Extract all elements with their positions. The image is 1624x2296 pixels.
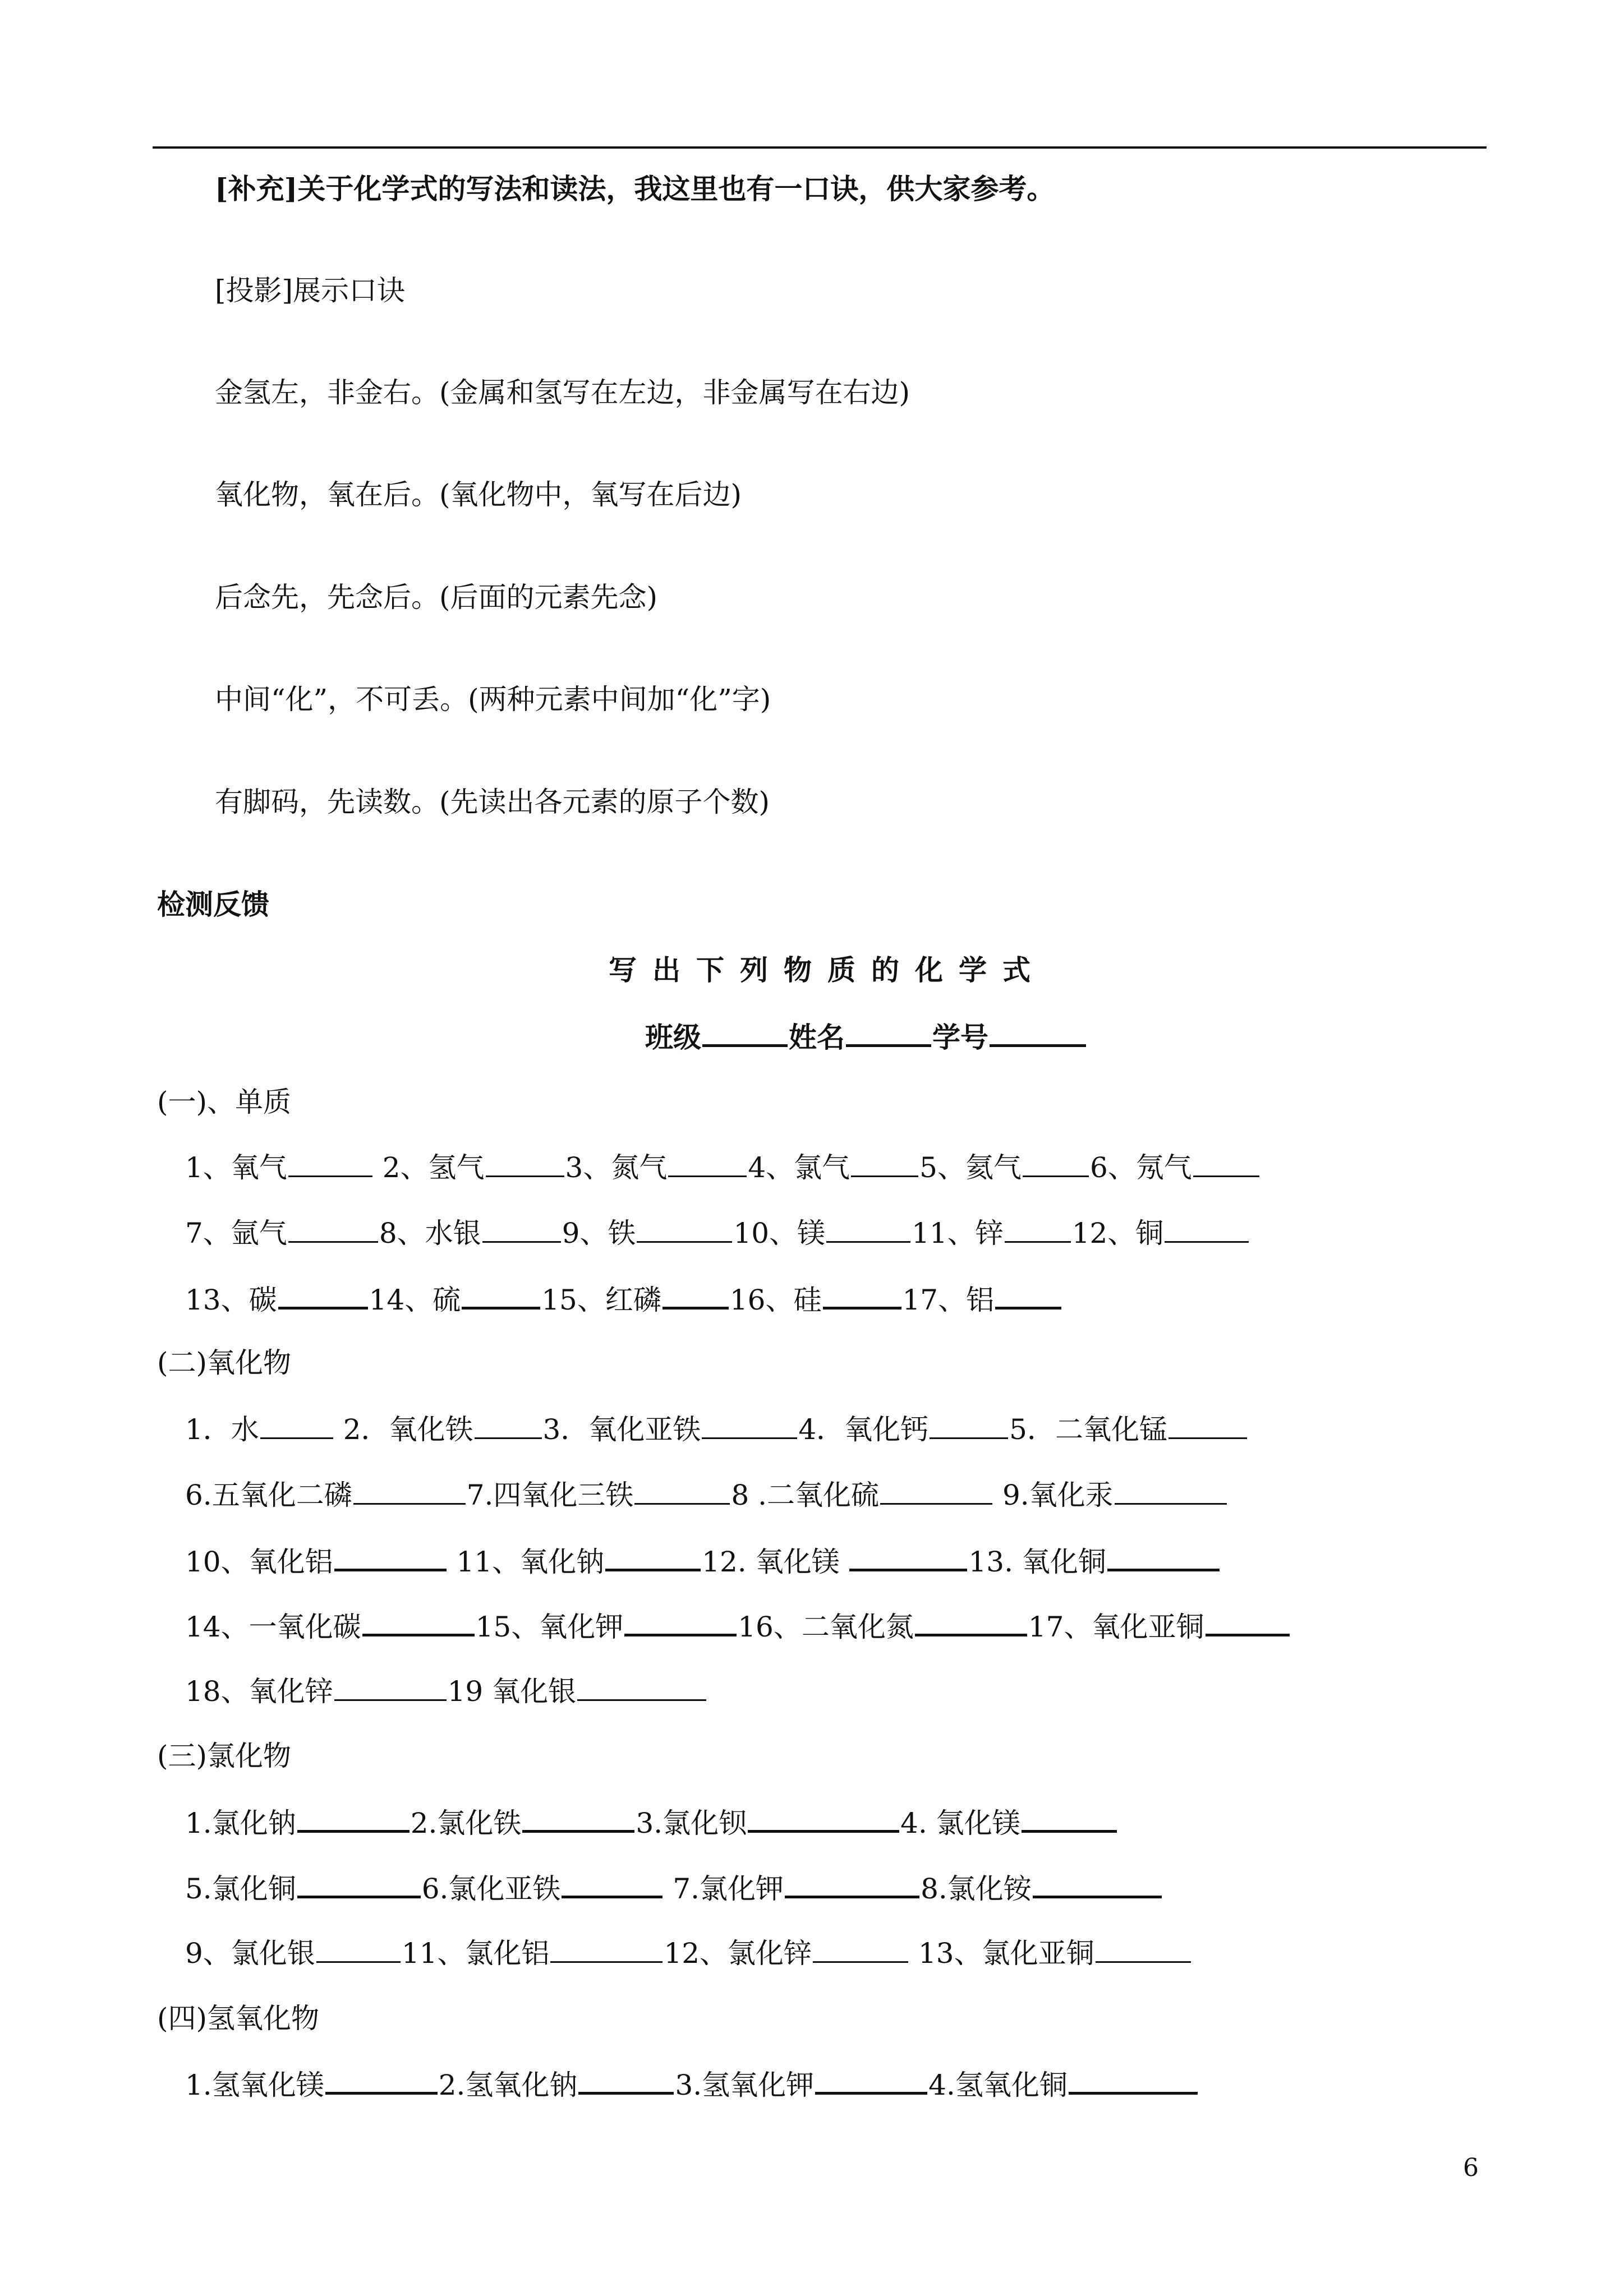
answer-blank[interactable] [475, 1415, 542, 1439]
answer-blank[interactable] [1023, 1153, 1089, 1177]
answer-blank[interactable] [702, 1415, 797, 1439]
answer-blank[interactable] [880, 1481, 992, 1505]
projection-paragraph [215, 276, 405, 305]
chlorides-row-2: 5.氯化铜 6.氯化亚铁 7.氯化钾 8.氯化铵 [185, 1873, 1163, 1903]
mnemonic-line-3: 后念先，先念后。(后面的元素先念) [215, 581, 658, 614]
answer-blank[interactable] [826, 1219, 910, 1243]
answer-blank[interactable] [1005, 1219, 1071, 1243]
answer-blank[interactable] [486, 1153, 564, 1177]
answer-blank[interactable] [297, 1873, 421, 1898]
answer-blank[interactable] [663, 1284, 729, 1310]
answer-blank[interactable] [1165, 1219, 1249, 1243]
answer-blank[interactable] [288, 1219, 378, 1243]
answer-blank[interactable] [278, 1284, 368, 1310]
group-chlorides-heading: (三)氯化物 [157, 1740, 292, 1772]
elements-row-2: 7、氩气 8、水银 9、铁 10、镁 11、锌 12、铜 [185, 1219, 1250, 1247]
answer-blank[interactable] [482, 1219, 561, 1243]
student-info-row [645, 1022, 1087, 1052]
class-blank[interactable] [702, 1022, 788, 1047]
supplement-paragraph [215, 172, 1055, 205]
name-blank[interactable] [846, 1022, 931, 1047]
name-label: 姓名 [789, 1021, 845, 1054]
mnemonic-line-4: 中间“化”，不可丢。(两种元素中间加“化”字) [215, 683, 771, 716]
student-id-blank[interactable] [990, 1022, 1086, 1047]
answer-blank[interactable] [813, 1939, 908, 1963]
answer-blank[interactable] [785, 1873, 919, 1898]
projection-text: [投影]展示口诀 [215, 274, 406, 307]
group-hydroxides-heading: (四)氢氧化物 [157, 2002, 320, 2035]
answer-blank[interactable] [462, 1284, 540, 1310]
oxides-row-4: 14、一氧化碳 15、氧化钾 16、二氧化氮 17、氧化亚铜 [185, 1611, 1291, 1641]
answer-blank[interactable] [1022, 1808, 1117, 1833]
answer-blank[interactable] [297, 1808, 410, 1833]
answer-blank[interactable] [288, 1153, 372, 1177]
oxides-row-1: 1．水 2．氧化铁 3．氧化亚铁 4．氧化钙 5．二氧化锰 [185, 1415, 1248, 1444]
answer-blank[interactable] [1096, 1939, 1191, 1963]
answer-blank[interactable] [577, 1677, 706, 1701]
chlorides-row-3: 9、氯化银 11、氯化铝 12、氯化锌 13、氯化亚铜 [185, 1939, 1192, 1967]
mnemonic-line-5: 有脚码，先读数。(先读出各元素的原子个数) [215, 786, 770, 818]
answer-blank[interactable] [624, 1611, 737, 1636]
answer-blank[interactable] [316, 1939, 401, 1963]
mnemonic-line-1: 金氢左，非金右。(金属和氢写在左边，非金属写在右边) [215, 376, 910, 409]
answer-blank[interactable] [1206, 1611, 1290, 1636]
section-heading: 检测反馈 [157, 888, 269, 921]
answer-blank[interactable] [823, 1284, 901, 1310]
answer-blank[interactable] [605, 1546, 701, 1571]
answer-blank[interactable] [362, 1611, 475, 1636]
mnemonic-line-2: 氧化物，氧在后。(氧化物中，氧写在后边) [215, 478, 742, 511]
answer-blank[interactable] [578, 2069, 674, 2095]
group-elements-heading: (一)、单质 [157, 1086, 292, 1118]
answer-blank[interactable] [325, 2069, 438, 2095]
answer-blank[interactable] [930, 1415, 1008, 1439]
header-rule [153, 146, 1487, 149]
oxides-row-5: 18、氧化锌 19 氧化银 [185, 1677, 707, 1705]
answer-blank[interactable] [815, 2069, 927, 2095]
answer-blank[interactable] [1115, 1481, 1227, 1505]
answer-blank[interactable] [562, 1873, 663, 1898]
answer-blank[interactable] [851, 1153, 918, 1177]
answer-blank[interactable] [1107, 1546, 1220, 1571]
group-oxides-heading: (二)氧化物 [157, 1347, 292, 1379]
supplement-text: [补充]关于化学式的写法和读法，我这里也有一口诀，供大家参考。 [215, 172, 1055, 205]
answer-blank[interactable] [1193, 1153, 1259, 1177]
answer-blank[interactable] [637, 1219, 732, 1243]
answer-blank[interactable] [334, 1546, 447, 1571]
elements-row-3: 13、碳 14、硫 15、红磷 16、硅 17、铝 [185, 1284, 1062, 1314]
answer-blank[interactable] [522, 1808, 634, 1833]
answer-blank[interactable] [1168, 1415, 1247, 1439]
class-label: 班级 [645, 1021, 701, 1054]
oxides-row-3: 10、氧化铝 11、氧化钠 12. 氧化镁 13. 氧化铜 [185, 1546, 1221, 1576]
answer-blank[interactable] [1033, 1873, 1162, 1898]
oxides-row-2: 6.五氧化二磷 7.四氧化三铁 8 .二氧化硫 9.氧化汞 [185, 1481, 1228, 1509]
answer-blank[interactable] [915, 1611, 1027, 1636]
student-id-label: 学号 [932, 1021, 988, 1054]
worksheet-title: 写出下列物质的化学式 [609, 954, 1046, 986]
answer-blank[interactable] [634, 1481, 730, 1505]
chlorides-row-1: 1.氯化钠 2.氯化铁 3.氯化钡 4. 氯化镁 [185, 1808, 1118, 1837]
answer-blank[interactable] [668, 1153, 747, 1177]
answer-blank[interactable] [260, 1415, 333, 1439]
answer-blank[interactable] [995, 1284, 1061, 1310]
answer-blank[interactable] [849, 1546, 967, 1571]
page-number: 6 [1463, 2154, 1479, 2182]
hydroxides-row-1: 1.氢氧化镁 2.氢氧化钠 3.氢氧化钾 4.氢氧化铜 [185, 2069, 1199, 2099]
elements-row-1: 1、氧气 2、氢气 3、氮气 4、氯气 5、氦气 6、氖气 [185, 1153, 1260, 1182]
answer-blank[interactable] [334, 1677, 447, 1701]
answer-blank[interactable] [748, 1808, 899, 1833]
answer-blank[interactable] [1069, 2069, 1198, 2095]
answer-blank[interactable] [353, 1481, 466, 1505]
answer-blank[interactable] [550, 1939, 663, 1963]
